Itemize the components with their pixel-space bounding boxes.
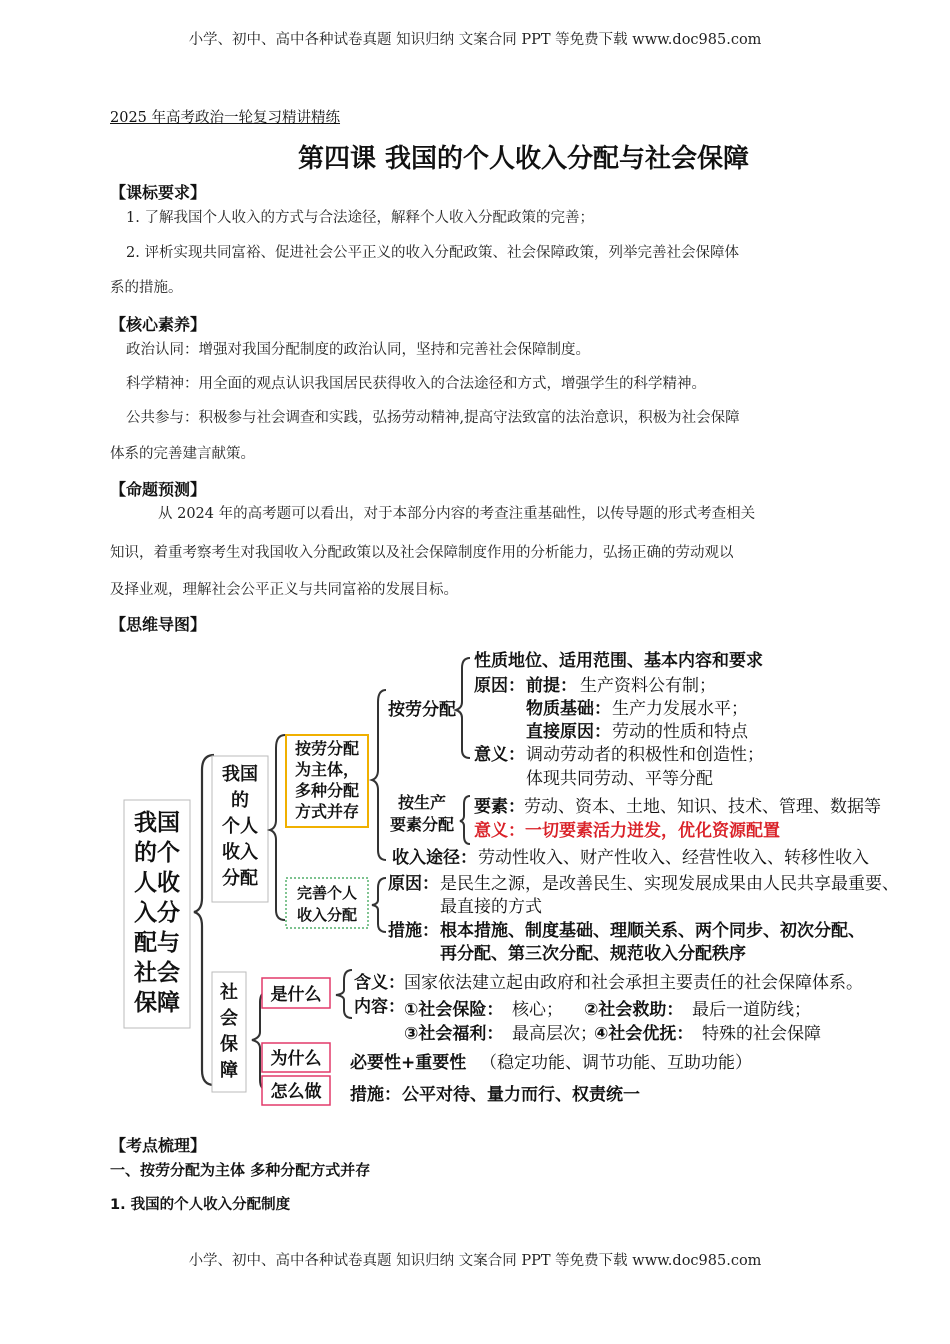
- improve-measures-text-1: 根本措施、制度基础、理顺关系、两个同步、初次分配、: [440, 921, 865, 941]
- root-line: 的个: [134, 840, 180, 866]
- factor-node: [390, 793, 454, 834]
- improve-reason-text-1: 是民生之源，是改善民生、实现发展成果由人民共享最重要、: [440, 874, 899, 894]
- standards-line-2b: 系的措施。: [110, 280, 183, 296]
- svg-text:要素分配: 要素分配: [389, 815, 455, 834]
- def-label: 含义：: [354, 973, 405, 993]
- direct-label: 直接原因：: [526, 722, 611, 742]
- svg-text:方式并存: 方式并存: [294, 802, 360, 821]
- page-footer: 小学、初中、高中各种试卷真题 知识归纳 文案合同 PPT 等免费下载 www.doc985.com: [188, 1253, 762, 1269]
- literacy-public-b: 体系的完善建言献策。: [110, 446, 255, 462]
- svg-text:个人: 个人: [222, 816, 258, 837]
- root-line: 保障: [134, 990, 180, 1016]
- svg-text:障: 障: [220, 1060, 238, 1081]
- root-line: 人收: [134, 870, 180, 896]
- labor-brace: [456, 658, 470, 758]
- svg-text:收入: 收入: [222, 842, 258, 863]
- material-label: 物质基础：: [526, 699, 611, 719]
- labor-nature: 性质地位、适用范围、基本内容和要求: [474, 651, 763, 671]
- improve-brace: [372, 878, 386, 932]
- svg-text:收入分配: 收入分配: [296, 906, 358, 924]
- prediction-line-1: 从 2024 年的高考题可以看出，对于本部分内容的考查注重基础性，以传导题的形式考查相关: [158, 506, 756, 522]
- content-1-label: ①社会保险：: [404, 1000, 504, 1020]
- why-node: 为什么: [270, 1049, 322, 1069]
- svg-text:为主体，: 为主体，: [294, 760, 360, 779]
- improve-measures-text-2: 再分配、第三次分配、规范收入分配秩序: [440, 944, 746, 964]
- why-detail: （稳定功能、调节功能、互助功能）: [480, 1053, 752, 1073]
- literacy-political: 政治认同：增强对我国分配制度的政治认同，坚持和完善社会保障制度。: [126, 342, 590, 358]
- prediction-line-3: 及择业观，理解社会公平正义与共同富裕的发展目标。: [110, 582, 458, 598]
- review-heading-2: 1. 我国的个人收入分配制度: [110, 1197, 291, 1213]
- def-text: 国家依法建立起由政府和社会承担主要责任的社会保障体系。: [404, 973, 863, 993]
- svg-text:多种分配: 多种分配: [294, 781, 360, 800]
- labor-meaning-text-2: 体现共同劳动、平等分配: [526, 769, 713, 789]
- root-line: 社会: [134, 960, 180, 986]
- section-heading-prediction: 【命题预测】: [110, 480, 207, 499]
- labor-meaning-text-1: 调动劳动者的积极性和创造性；: [526, 745, 764, 765]
- page-header: 小学、初中、高中各种试卷真题 知识归纳 文案合同 PPT 等免费下载 www.doc985.com: [188, 32, 762, 48]
- channels-label: 收入途径：: [392, 848, 477, 868]
- how-text: 公平对待、量力而行、权责统一: [402, 1085, 640, 1105]
- improve-measures-label: 措施：: [388, 921, 439, 941]
- root-brace: [194, 755, 214, 1085]
- income-node-text: [222, 763, 258, 889]
- income-brace: [270, 735, 285, 920]
- system-brace: [372, 690, 386, 860]
- improve-reason-label: 原因：: [388, 874, 439, 894]
- literacy-science: 科学精神：用全面的观点认识我国居民获得收入的合法途径和方式，增强学生的科学精神。: [126, 376, 706, 392]
- svg-text:社: 社: [220, 982, 238, 1003]
- why-text: 必要性+重要性: [350, 1053, 467, 1073]
- labor-meaning-label: 意义：: [474, 745, 525, 765]
- factor-elements-text: 劳动、资本、土地、知识、技术、管理、数据等: [524, 797, 881, 817]
- root-node-text: [133, 810, 180, 1016]
- content-1-text: 核心；: [512, 1000, 563, 1020]
- factor-meaning: 意义：一切要素活力迸发，优化资源配置: [474, 821, 780, 841]
- how-label: 措施：: [350, 1085, 401, 1105]
- labor-node: 按劳分配: [388, 700, 456, 720]
- content-4-label: ④社会优抚：: [594, 1024, 694, 1044]
- section-heading-mindmap: 【思维导图】: [110, 615, 207, 634]
- what-brace: [336, 970, 352, 1018]
- svg-text:我国: 我国: [222, 764, 258, 785]
- mind-map: [110, 640, 910, 1112]
- premise-text: 生产资料公有制；: [580, 676, 716, 696]
- svg-text:会: 会: [220, 1008, 238, 1029]
- factor-elements-label: 要素：: [474, 797, 525, 817]
- content-label: 内容：: [354, 997, 405, 1017]
- content-3-label: ③社会福利：: [404, 1024, 504, 1044]
- standards-line-2a: 2. 评析实现共同富裕、促进社会公平正义的收入分配政策、社会保障政策，列举完善社会保障体: [126, 245, 739, 261]
- direct-text: 劳动的性质和特点: [612, 722, 748, 742]
- how-node: 怎么做: [270, 1082, 322, 1102]
- content-2-label: ②社会救助：: [584, 1000, 684, 1020]
- review-heading-1: 一、按劳分配为主体 多种分配方式并存: [110, 1161, 371, 1179]
- premise-label: 前提：: [526, 676, 577, 696]
- root-line: 配与: [134, 930, 180, 956]
- page-title: 第四课 我国的个人收入分配与社会保障: [298, 144, 750, 174]
- svg-text:按生产: 按生产: [397, 793, 447, 812]
- section-heading-literacy: 【核心素养】: [110, 315, 207, 334]
- svg-text:完善个人: 完善个人: [296, 884, 358, 902]
- labor-reason-label: 原因：: [474, 676, 525, 696]
- content-2-text: 最后一道防线；: [692, 1000, 811, 1020]
- what-node: 是什么: [270, 985, 322, 1005]
- factor-brace: [460, 796, 470, 844]
- root-line: 入分: [134, 900, 180, 926]
- channels-text: 劳动性收入、财产性收入、经营性收入、转移性收入: [478, 848, 869, 868]
- svg-text:的: 的: [231, 790, 249, 811]
- content-4-text: 特殊的社会保障: [702, 1024, 821, 1044]
- standards-line-1: 1. 了解我国个人收入的方式与合法途径，解释个人收入分配政策的完善；: [126, 210, 594, 226]
- prediction-line-2: 知识，着重考察考生对我国收入分配政策以及社会保障制度作用的分析能力，弘扬正确的劳动观以: [110, 545, 734, 561]
- improve-reason-text-2: 最直接的方式: [440, 897, 542, 917]
- section-heading-standards: 【课标要求】: [110, 183, 207, 202]
- material-text: 生产力发展水平；: [612, 699, 748, 719]
- svg-text:分配: 分配: [222, 868, 258, 889]
- svg-text:保: 保: [220, 1034, 238, 1055]
- document-subtitle: 2025 年高考政治一轮复习精讲精练: [110, 110, 341, 126]
- section-heading-review: 【考点梳理】: [110, 1136, 207, 1155]
- root-line: 我国: [134, 810, 180, 836]
- svg-text:按劳分配: 按劳分配: [294, 739, 360, 758]
- literacy-public-a: 公共参与：积极参与社会调查和实践，弘扬劳动精神,提高守法致富的法治意识，积极为社会保障: [126, 410, 740, 426]
- content-3-text: 最高层次；: [512, 1024, 597, 1044]
